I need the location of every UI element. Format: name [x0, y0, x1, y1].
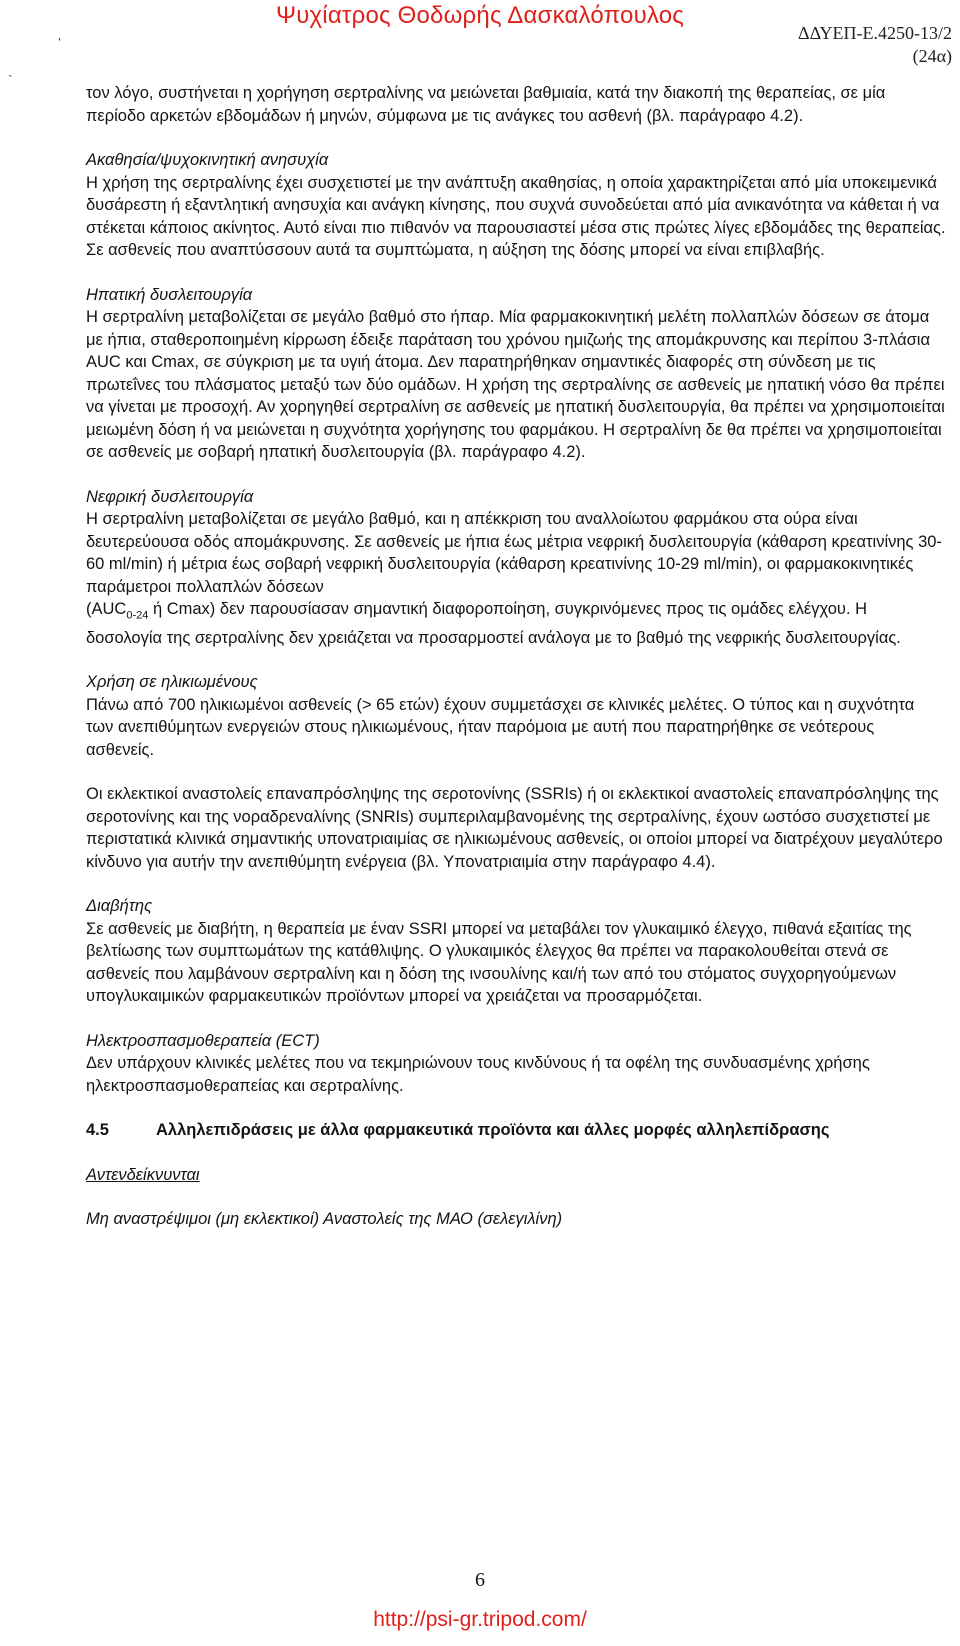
- document-reference: [798, 22, 952, 68]
- subheading-diabetes: Διαβήτης: [86, 897, 153, 916]
- section-heading-4-5: [86, 1119, 946, 1142]
- footer-url: http://psi-gr.tripod.com/: [373, 1608, 587, 1631]
- ssri-paragraph: Οι εκλεκτικοί αναστολείς επαναπρόσληψης της σεροτονίνης (SSRIs) ή οι εκλεκτικοί αναστολείς επαναπρόσληψης της σεροτονίνης και της νοραδρεναλίνης (SNRIs) συμπεριλαμβανομένης της σερτραλίνης, έχουν ωστόσο συσχετιστεί με περιστατικά κλινικά σημαντικής υπονατριαιμίας σε ηλικιωμένους ασθενείς, οι οποίοι μπορεί να διατρέχουν μεγαλύτερο κίνδυνο για αυτήν την ανεπιθύμητη ενέργεια (βλ. Υπονατριαιμία στην παράγραφο 4.4).: [86, 785, 943, 871]
- page-number: 6: [475, 1569, 485, 1591]
- subheading-hepatic: Ηπατική δυσλειτουργία: [86, 285, 253, 304]
- document-subcode: (24α): [912, 46, 952, 66]
- section-ect: [86, 1030, 946, 1098]
- section-akathisia: [86, 149, 946, 262]
- section-title: Αλληλεπιδράσεις με άλλα φαρμακευτικά προϊόντα και άλλες μορφές αλληλεπίδρασης: [156, 1121, 830, 1140]
- renal-text-1: Η σερτραλίνη μεταβολίζεται σε μεγάλο βαθμό, και η απέκκριση του αναλλοίωτου φαρμάκου στα ούρα είναι δευτερεύουσα οδός απομάκρυνσης. Σε ασθενείς με ήπια έως μέτρια νεφρική δυσλειτουργία (κάθαρση κρεατινίνης 30-60 ml/min) ή μέτρια έως σοβαρή νεφρική δυσλειτουργία (κάθαρση κρεατινίνης 10-29 ml/min), οι φαρμακοκινητικές παράμετροι πολλαπλών δόσεων: [86, 510, 942, 596]
- scan-mark: `: [8, 72, 13, 88]
- section-renal: [86, 486, 946, 650]
- elderly-text: Πάνω από 700 ηλικιωμένοι ασθενείς (> 65 ετών) έχουν συμμετάσχει σε κλινικές μελέτες. Ο τύπος και η συχνότητα των ανεπιθύμητων ενεργειών στους ηλικιωμένους, ήταν παρόμοια με αυτή που παρατηρήθηκε σε νεότερους ασθενείς.: [86, 695, 915, 759]
- renal-text-2: ή Cmax) δεν παρουσίασαν σημαντική διαφοροποίηση, συγκρινόμενες προς τις ομάδες ελέγχου. Η δοσολογία της σερτραλίνης δεν χρειάζεται να προσαρμοστεί ανάλογα με το βαθμό της νεφρικής δυσλειτουργίας.: [86, 600, 901, 647]
- scan-mark: ‘: [58, 34, 62, 50]
- renal-auc: (AUC: [86, 600, 127, 618]
- subheading-akathisia: Ακαθησία/ψυχοκινητική ανησυχία: [86, 151, 329, 169]
- section-elderly: [86, 671, 946, 761]
- site-title: Ψυχίατρος Θοδωρής Δασκαλόπουλος: [275, 2, 685, 29]
- maoi-subheading: Μη αναστρέψιμοι (μη εκλεκτικοί) Αναστολείς της ΜΑΟ (σελεγιλίνη): [86, 1210, 563, 1229]
- hepatic-text: Η σερτραλίνη μεταβολίζεται σε μεγάλο βαθμό στο ήπαρ. Μία φαρμακοκινητική μελέτη πολλαπλών δόσεων σε άτομα με ήπια, σταθεροποιημένη κίρρωση έδειξε παράταση του χρόνου ημιζωής της απομάκρυνσης και περίπου 3-πλάσια AUC και Cmax, σε σύγκριση με τα υγιή άτομα. Δεν παρατηρήθηκαν σημαντικές διαφορές στη σύνδεση με τις πρωτεΐνες του πλάσματος μεταξύ των δύο ομάδων. Η χρήση της σερτραλίνης σε ασθενείς με ηπατική νόσο θα πρέπει να γίνεται με προσοχή. Αν χορηγηθεί σερτραλίνη σε ασθενείς με ηπατική δυσλειτουργία, θα πρέπει να χρησιμοποιείται μειωμένη δόση ή να μειώνεται η συχνότητα χορήγησης του φαρμάκου. Η σερτραλίνη δε θα πρέπει να χρησιμοποιείται σε ασθενείς με σοβαρή ηπατική δυσλειτουργία (βλ. παράγραφο 4.2).: [86, 308, 945, 461]
- section-hepatic: [86, 284, 946, 464]
- akathisia-text: Η χρήση της σερτραλίνης έχει συσχετιστεί με την ανάπτυξη ακαθησίας, η οποία χαρακτηρίζεται από μία υποκειμενικά δυσάρεστη ή εξαντλητική ανησυχία και ανάγκη κίνησης, που συχνά συνοδεύεται από μία ανικανότητα να κάθεται ή να στέκεται κάποιος ακίνητος. Αυτό είναι πιο πιθανόν να παρουσιαστεί μέσα στις πρώτες λίγες εβδομάδες της θεραπείας. Σε ασθενείς που αναπτύσσουν αυτά τα συμπτώματα, η αύξηση της δόσης μπορεί να είναι επιβλαβής.: [86, 173, 946, 259]
- diabetes-text: Σε ασθενείς με διαβήτη, η θεραπεία με έναν SSRI μπορεί να μεταβάλει τον γλυκαιμικό έλεγχο, πιθανά εξαιτίας της βελτίωσης των συμπτωμάτων της κατάθλιψης. Ο γλυκαιμικός έλεγχος θα πρέπει να παρακολουθείται στενά σε ασθενείς που λαμβάνουν σερτραλίνη και η δόση της ινσουλίνης και/ή των από του στόματος συγχορηγούμενων υπογλυκαιμικών φαρμακευτικών προϊόντων μπορεί να χρειάζεται να προσαρμόζεται.: [86, 919, 912, 1006]
- body-text: [86, 82, 946, 1253]
- subheading-elderly: Χρήση σε ηλικιωμένους: [86, 673, 258, 692]
- paragraph-continuation: τον λόγο, συστήνεται η χορήγηση σερτραλίνης να μειώνεται βαθμιαία, κατά την διακοπή της θεραπείας, σε μία περίοδο αρκετών εβδομάδων ή μηνών, σύμφωνα με τις ανάγκες του ασθενή (βλ. παράγραφο 4.2).: [86, 84, 886, 125]
- subheading-ect: Ηλεκτροσπασμοθεραπεία (ECT): [86, 1031, 320, 1050]
- document-code: ΔΔΥΕΠ-Ε.4250-13/2: [798, 23, 952, 43]
- section-diabetes: [86, 895, 946, 1008]
- ect-text: Δεν υπάρχουν κλινικές μελέτες που να τεκμηριώνουν τους κινδύνους ή τα οφέλη της συνδυασμένης χρήσης ηλεκτροσπασμοθεραπείας και σερτραλίνης.: [86, 1054, 870, 1095]
- section-number: 4.5: [86, 1121, 109, 1140]
- renal-auc-subscript: 0-24: [126, 609, 149, 622]
- subheading-renal: Νεφρική δυσλειτουργία: [86, 487, 254, 506]
- contraindicated-label-wrap: [86, 1164, 946, 1187]
- contraindicated-label: Αντενδείκνυνται: [86, 1165, 200, 1184]
